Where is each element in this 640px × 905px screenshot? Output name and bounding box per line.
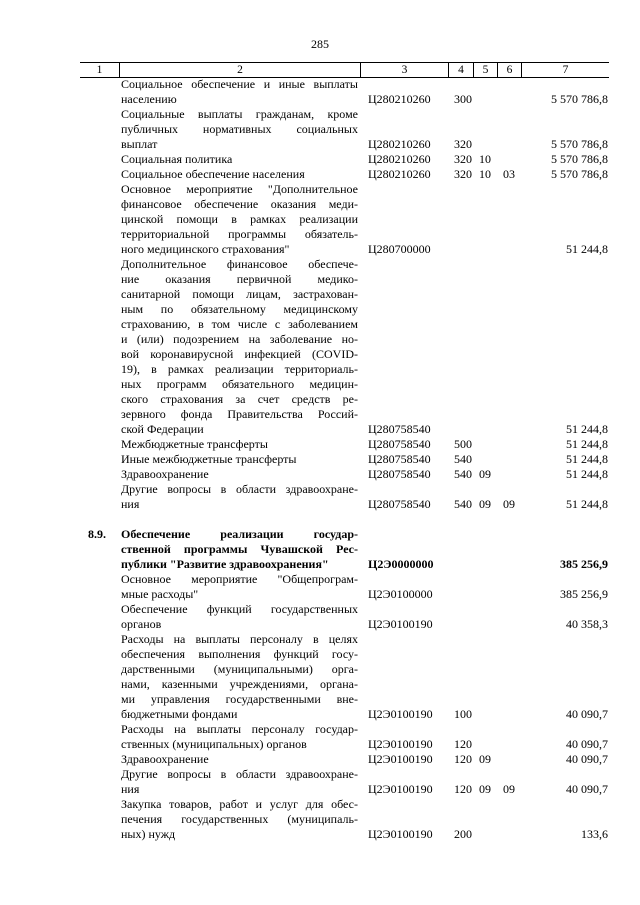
item-name	[121, 182, 358, 257]
amount: 40 090,7	[566, 707, 608, 721]
target-code: Ц280758540	[368, 437, 431, 451]
item-name	[121, 107, 358, 152]
table-row	[0, 467, 640, 482]
target-code: Ц280758540	[368, 497, 431, 511]
table-row	[0, 152, 640, 167]
item-name	[121, 167, 358, 182]
item-name	[121, 257, 358, 437]
item-name	[121, 437, 358, 452]
target-code: Ц2Э0100190	[368, 827, 433, 841]
item-name-line: зервного фонда Правительства Россий-	[121, 407, 358, 421]
section-code: 09	[479, 782, 491, 796]
expense-type: 200	[454, 827, 472, 841]
section-code: 09	[479, 752, 491, 766]
amount: 40 358,3	[566, 617, 608, 631]
item-name-line: и (или) подозрением на заболевание но-	[121, 332, 358, 346]
header-cell: 1	[96, 64, 103, 76]
item-name-line: населению	[121, 92, 177, 106]
amount: 5 570 786,8	[551, 137, 608, 151]
item-name-line: Другие вопросы в области здравоохране-	[121, 767, 358, 781]
expense-type: 320	[454, 167, 472, 181]
amount: 40 090,7	[566, 737, 608, 751]
table-row	[0, 107, 640, 152]
item-name-line: Иные межбюджетные трансферты	[121, 452, 297, 466]
item-name-line: выплат	[121, 137, 158, 151]
item-name-line: ми управления государственными вне-	[121, 692, 358, 706]
item-name-line: Основное мероприятие "Дополнительное	[121, 182, 358, 196]
item-name-line: ным по обязательному медицинскому	[121, 302, 358, 316]
amount: 51 244,8	[566, 497, 608, 511]
table-row	[0, 452, 640, 467]
item-name-line: публичных нормативных социальных	[121, 122, 358, 136]
target-code: Ц280758540	[368, 422, 431, 436]
amount: 133,6	[581, 827, 608, 841]
item-name-line: Другие вопросы в области здравоохране-	[121, 482, 358, 496]
target-code: Ц280210260	[368, 152, 431, 166]
expense-type: 540	[454, 467, 472, 481]
expense-type: 540	[454, 497, 472, 511]
expense-type: 500	[454, 437, 472, 451]
item-name	[121, 482, 358, 512]
table-row	[0, 572, 640, 602]
item-name-line: страхованию, в том числе с заболеванием	[121, 317, 358, 331]
amount: 51 244,8	[566, 437, 608, 451]
amount: 51 244,8	[566, 452, 608, 466]
item-name-line: Социальное обеспечение и иные выплаты	[121, 77, 358, 91]
header-cell: 6	[497, 63, 521, 77]
item-name	[121, 722, 358, 752]
expense-type: 540	[454, 452, 472, 466]
target-code: Ц280758540	[368, 452, 431, 466]
table-row	[0, 722, 640, 752]
section-code: 10	[479, 152, 491, 166]
page-number: 285	[311, 37, 329, 51]
table-row	[0, 632, 640, 722]
target-code: Ц2Э0000000	[368, 557, 434, 571]
target-code: Ц2Э0100000	[368, 587, 433, 601]
amount: 5 570 786,8	[551, 167, 608, 181]
amount: 385 256,9	[560, 587, 608, 601]
item-name	[121, 632, 358, 722]
item-name-line: ния	[121, 497, 140, 511]
table-row	[0, 77, 640, 107]
header-cell: 3	[360, 63, 448, 77]
amount: 385 256,9	[560, 557, 608, 571]
amount: 51 244,8	[566, 242, 608, 256]
expense-type: 120	[454, 782, 472, 796]
item-name-line: ных) нужд	[121, 827, 176, 841]
section-code: 09	[479, 497, 491, 511]
expense-type: 120	[454, 737, 472, 751]
item-name-line: цинской помощи в рамках реализации	[121, 212, 358, 226]
item-name-line: мные расходы"	[121, 587, 199, 601]
table-row	[0, 527, 640, 572]
item-name-line: Социальная политика	[121, 152, 233, 166]
expense-type: 320	[454, 137, 472, 151]
item-name-line: Социальное обеспечение населения	[121, 167, 305, 181]
target-code: Ц2Э0100190	[368, 782, 433, 796]
item-name-line: дарственными (муниципальными) орга-	[121, 662, 358, 676]
item-name-line: бюджетными фондами	[121, 707, 238, 721]
target-code: Ц280210260	[368, 137, 431, 151]
item-name-line: ского страхования за счет средств ре-	[121, 392, 358, 406]
item-name	[121, 797, 358, 842]
target-code: Ц2Э0100190	[368, 617, 433, 631]
item-name	[121, 752, 358, 767]
expense-type: 100	[454, 707, 472, 721]
budget-table-body	[0, 77, 640, 842]
expense-type: 300	[454, 92, 472, 106]
subsection-code: 03	[503, 167, 515, 181]
item-name-line: Здравоохранение	[121, 752, 209, 766]
item-name-line: Дополнительное финансовое обеспече-	[121, 257, 358, 271]
item-name-line: ской Федерации	[121, 422, 204, 436]
item-name-line: Основное мероприятие "Общепрограм-	[121, 572, 358, 586]
item-name-line: 19), в рамках реализации территориаль-	[121, 362, 358, 376]
table-header-row	[80, 62, 609, 78]
subsection-code: 09	[503, 782, 515, 796]
item-name-line: органов	[121, 617, 162, 631]
item-name-line: печения государственных (муниципаль-	[121, 812, 358, 826]
amount: 5 570 786,8	[551, 92, 608, 106]
item-name-line: обеспечения выполнения функций госу-	[121, 647, 358, 661]
target-code: Ц280700000	[368, 242, 431, 256]
table-row	[0, 602, 640, 632]
item-name-line: ние оказания первичной медико-	[121, 272, 358, 286]
section-code: 10	[479, 167, 491, 181]
item-name-line: территориальной программы обязатель-	[121, 227, 358, 241]
item-name	[121, 452, 358, 467]
table-row	[0, 182, 640, 257]
item-name-line: вой коронавирусной инфекцией (COVID-	[121, 347, 358, 361]
item-name	[121, 467, 358, 482]
table-row	[0, 482, 640, 512]
item-name-line: ных программ обязательного медицин-	[121, 377, 358, 391]
item-name-line: нами, казенными учреждениями, органа-	[121, 677, 358, 691]
table-row	[0, 437, 640, 452]
header-cell: 7	[521, 63, 609, 77]
item-name-line: ственной программы Чувашской Рес-	[121, 542, 358, 556]
item-name-line: ственных (муниципальных) органов	[121, 737, 307, 751]
table-row	[0, 752, 640, 767]
item-name-line: Социальные выплаты гражданам, кроме	[121, 107, 358, 121]
item-name-line: санитарной помощи лицам, застрахован-	[121, 287, 358, 301]
expense-type: 120	[454, 752, 472, 766]
table-row	[0, 797, 640, 842]
table-row	[0, 767, 640, 797]
item-name-line: Здравоохранение	[121, 467, 209, 481]
item-name-line: публики "Развитие здравоохранения"	[121, 557, 329, 571]
target-code: Ц280210260	[368, 92, 431, 106]
item-name	[121, 572, 358, 602]
amount: 40 090,7	[566, 752, 608, 766]
amount: 51 244,8	[566, 422, 608, 436]
table-row	[0, 167, 640, 182]
item-name-line: Обеспечение реализации государ-	[121, 527, 358, 541]
item-name-line: ния	[121, 782, 140, 796]
item-name-line: Межбюджетные трансферты	[121, 437, 268, 451]
item-name-line: ного медицинского страхования"	[121, 242, 290, 256]
target-code: Ц2Э0100190	[368, 707, 433, 721]
item-name-line: Обеспечение функций государственных	[121, 602, 358, 616]
item-name-line: Расходы на выплаты персоналу в целях	[121, 632, 358, 646]
item-name	[121, 77, 358, 107]
table-row	[0, 257, 640, 437]
section-number: 8.9.	[88, 527, 106, 541]
target-code: Ц280758540	[368, 467, 431, 481]
item-name	[121, 602, 358, 632]
item-name	[121, 527, 358, 572]
section-code: 09	[479, 467, 491, 481]
header-cell: 4	[448, 63, 473, 77]
item-name-line: финансовое обеспечение оказания меди-	[121, 197, 358, 211]
header-cell: 5	[473, 63, 497, 77]
amount: 40 090,7	[566, 782, 608, 796]
item-name-line: Закупка товаров, работ и услуг для обес-	[121, 797, 358, 811]
target-code: Ц280210260	[368, 167, 431, 181]
amount: 51 244,8	[566, 467, 608, 481]
item-name	[121, 767, 358, 797]
target-code: Ц2Э0100190	[368, 737, 433, 751]
item-name	[121, 152, 358, 167]
header-cell: 2	[119, 63, 360, 77]
amount: 5 570 786,8	[551, 152, 608, 166]
target-code: Ц2Э0100190	[368, 752, 433, 766]
expense-type: 320	[454, 152, 472, 166]
item-name-line: Расходы на выплаты персоналу государ-	[121, 722, 358, 736]
subsection-code: 09	[503, 497, 515, 511]
